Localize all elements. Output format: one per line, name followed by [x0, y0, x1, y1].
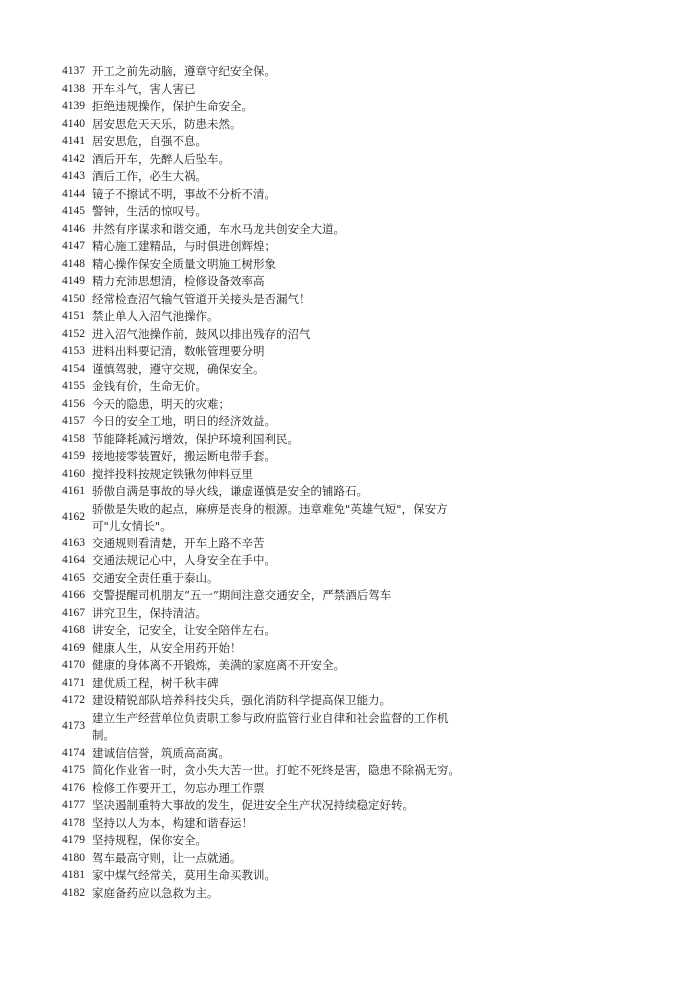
list-item: [62, 98, 462, 116]
item-text: 健康的身体离不开锻炼，美满的家庭离不开安全。: [92, 658, 345, 672]
item-text: 交警提醒司机朋友“五一”期间注意交通安全，严禁酒后驾车: [92, 588, 392, 602]
item-text: 谨慎驾驶，遵守交规，确保安全。: [92, 361, 265, 376]
item-text: 讲安全，记安全，让安全陪伴左右。: [92, 623, 276, 637]
item-text: 拒绝违规操作，保护生命安全。: [92, 99, 253, 113]
item-number: 4170: [62, 659, 85, 671]
item-number: 4165: [62, 571, 85, 584]
item-number: 4158: [62, 432, 85, 445]
item-text: 交通安全责任重于泰山。: [92, 570, 219, 585]
item-number: 4147: [62, 240, 85, 252]
item-text: 开工之前先动脑，遵章守纪安全保。: [92, 64, 276, 78]
list-item: [62, 396, 462, 414]
item-number: 4152: [62, 327, 85, 340]
list-item: [62, 797, 462, 815]
item-text: 驾车最高守则，让一点就通。: [92, 850, 242, 865]
list-item: [62, 151, 462, 169]
item-number: 4171: [62, 676, 85, 689]
list-item: [62, 238, 462, 256]
item-number: 4173: [62, 720, 85, 733]
item-text: 居安思危天天乐，防患未然。: [92, 116, 242, 131]
item-number: 4151: [62, 310, 85, 322]
list-item: [62, 448, 462, 466]
item-number: 4176: [62, 781, 85, 794]
list-item: [62, 133, 462, 151]
item-text: 进入沼气池操作前，鼓风以排出残存的沼气: [92, 326, 311, 341]
list-item: [62, 692, 462, 710]
item-number: 4138: [62, 82, 85, 95]
item-text: 骄傲是失败的起点，麻痹是丧身的根源。违章难免"英雄气短"，保安方可"儿女情长"。: [92, 501, 448, 533]
item-text: 接地接零装置好，搬运断电带手套。: [92, 449, 276, 463]
item-number: 4140: [62, 117, 85, 130]
item-text: 警钟，生活的惊叹号。: [92, 204, 207, 218]
item-number: 4141: [62, 135, 85, 147]
list-item: [62, 116, 462, 134]
list-item: [62, 570, 462, 588]
item-number: 4163: [62, 536, 85, 549]
item-text: 精心施工建精品，与时俱进创辉煌；: [92, 239, 276, 253]
list-item: [62, 256, 462, 274]
item-number: 4169: [62, 641, 85, 654]
document-page: [62, 63, 462, 902]
item-number: 4137: [62, 65, 85, 77]
item-text: 今日的安全工地，明日的经济效益。: [92, 414, 276, 428]
item-text: 今天的隐患，明天的灾难；: [92, 396, 230, 411]
item-text: 骄傲自满是事故的导火线，谦虚谨慎是安全的铺路石。: [92, 484, 368, 498]
item-number: 4146: [62, 222, 85, 235]
list-item: [62, 343, 462, 361]
item-number: 4144: [62, 187, 85, 200]
list-item: [62, 780, 462, 798]
item-number: 4155: [62, 380, 85, 392]
list-item: [62, 273, 462, 291]
list-item: [62, 622, 462, 640]
item-text: 建设精锐部队培养科技尖兵，强化消防科学提高保卫能力。: [92, 693, 391, 707]
list-item: [62, 850, 462, 868]
item-number: 4177: [62, 799, 85, 811]
item-text: 家庭备药应以急救为主。: [92, 885, 219, 900]
list-item: [62, 221, 462, 239]
item-text: 交通规则看清楚，开车上路不辛苦: [92, 535, 265, 550]
item-text: 讲究卫生，保持清洁。: [92, 605, 207, 620]
item-number: 4159: [62, 450, 85, 462]
list-item: [62, 326, 462, 344]
list-item: [62, 885, 462, 903]
item-text: 检修工作要开工，勿忘办理工作票: [92, 780, 265, 795]
item-number: 4161: [62, 485, 85, 497]
item-text: 坚持规程，保你安全。: [92, 833, 207, 847]
item-number: 4157: [62, 415, 85, 427]
list-item: [62, 535, 462, 553]
list-item: [62, 63, 462, 81]
item-number: 4162: [62, 510, 85, 523]
item-text: 家中煤气经常关，莫用生命买教训。: [92, 868, 276, 882]
item-number: 4142: [62, 152, 85, 165]
item-number: 4150: [62, 292, 85, 305]
item-text: 精心操作保安全质量文明施工树形象: [92, 256, 276, 271]
list-item: [62, 483, 462, 501]
item-text: 坚持以人为本，构建和谐春运！: [92, 815, 253, 830]
list-item: [62, 815, 462, 833]
list-item: [62, 291, 462, 309]
list-item: [62, 431, 462, 449]
item-number: 4167: [62, 606, 85, 619]
item-text: 金钱有价，生命无价。: [92, 379, 207, 393]
item-number: 4145: [62, 205, 85, 217]
item-text: 开车斗气，害人害已: [92, 81, 196, 96]
item-text: 井然有序谋求和谐交通，车水马龙共创安全大道。: [92, 221, 345, 236]
list-item: [62, 675, 462, 693]
item-text: 节能降耗减污增效，保护环境利国利民。: [92, 431, 299, 446]
item-text: 镜子不擦试不明，事故不分析不清。: [92, 186, 276, 201]
item-text: 经常检查沼气输气管道开关接头是否漏气！: [92, 291, 311, 306]
item-text: 精力充沛思想清，检修设备效率高: [92, 274, 265, 288]
list-item: [62, 378, 462, 396]
item-number: 4175: [62, 764, 85, 776]
list-item: [62, 81, 462, 99]
list-item: [62, 762, 462, 780]
item-text: 交通法规记心中，人身安全在手中。: [92, 553, 276, 567]
list-item: [62, 186, 462, 204]
item-text: 进料出料要记清，数帐管理要分明: [92, 344, 265, 358]
item-number: 4166: [62, 589, 85, 601]
item-number: 4160: [62, 467, 85, 480]
item-text: 搅拌投料按规定铁锹勿伸料豆里: [92, 466, 253, 481]
list-item: [62, 203, 462, 221]
item-text: 健康人生，从安全用药开始！: [92, 640, 242, 655]
item-text: 建优质工程，树千秋丰碑: [92, 675, 219, 690]
list-item: [62, 552, 462, 570]
list-item: [62, 745, 462, 763]
item-number: 4172: [62, 694, 85, 706]
list-item: [62, 710, 462, 745]
list-item: [62, 605, 462, 623]
list-item: [62, 501, 462, 535]
list-item: [62, 657, 462, 675]
item-number: 4180: [62, 851, 85, 864]
list-item: [62, 867, 462, 885]
item-number: 4153: [62, 345, 85, 357]
list-item: [62, 413, 462, 431]
item-number: 4174: [62, 746, 85, 759]
item-text: 坚决遏制重特大事故的发生，促进安全生产状况持续稳定好转。: [92, 798, 414, 812]
item-number: 4168: [62, 624, 85, 636]
slogan-list: [62, 63, 462, 902]
list-item: [62, 361, 462, 379]
item-number: 4149: [62, 275, 85, 287]
item-number: 4154: [62, 362, 85, 375]
item-number: 4164: [62, 554, 85, 566]
item-text: 建诚信信誉，筑质高高寓。: [92, 745, 230, 760]
list-item: [62, 466, 462, 484]
list-item: [62, 587, 462, 605]
list-item: [62, 168, 462, 186]
item-number: 4181: [62, 869, 85, 881]
item-number: 4182: [62, 886, 85, 899]
item-text: 禁止单人入沼气池操作。: [92, 309, 219, 323]
item-text: 酒后工作，必生大祸。: [92, 169, 207, 183]
item-number: 4179: [62, 834, 85, 846]
item-number: 4139: [62, 100, 85, 112]
item-text: 酒后开车，先醉人后坠车。: [92, 151, 230, 166]
item-number: 4148: [62, 257, 85, 270]
item-number: 4156: [62, 397, 85, 410]
list-item: [62, 640, 462, 658]
list-item: [62, 832, 462, 850]
item-number: 4178: [62, 816, 85, 829]
item-text: 简化作业省一时，贪小失大苦一世。打蛇不死终是害，隐患不除祸无穷。: [92, 763, 460, 777]
item-number: 4143: [62, 170, 85, 182]
item-text: 建立生产经营单位负责职工参与政府监管行业自律和社会监督的工作机制。: [92, 710, 449, 742]
item-text: 居安思危，自强不息。: [92, 134, 207, 148]
list-item: [62, 308, 462, 326]
